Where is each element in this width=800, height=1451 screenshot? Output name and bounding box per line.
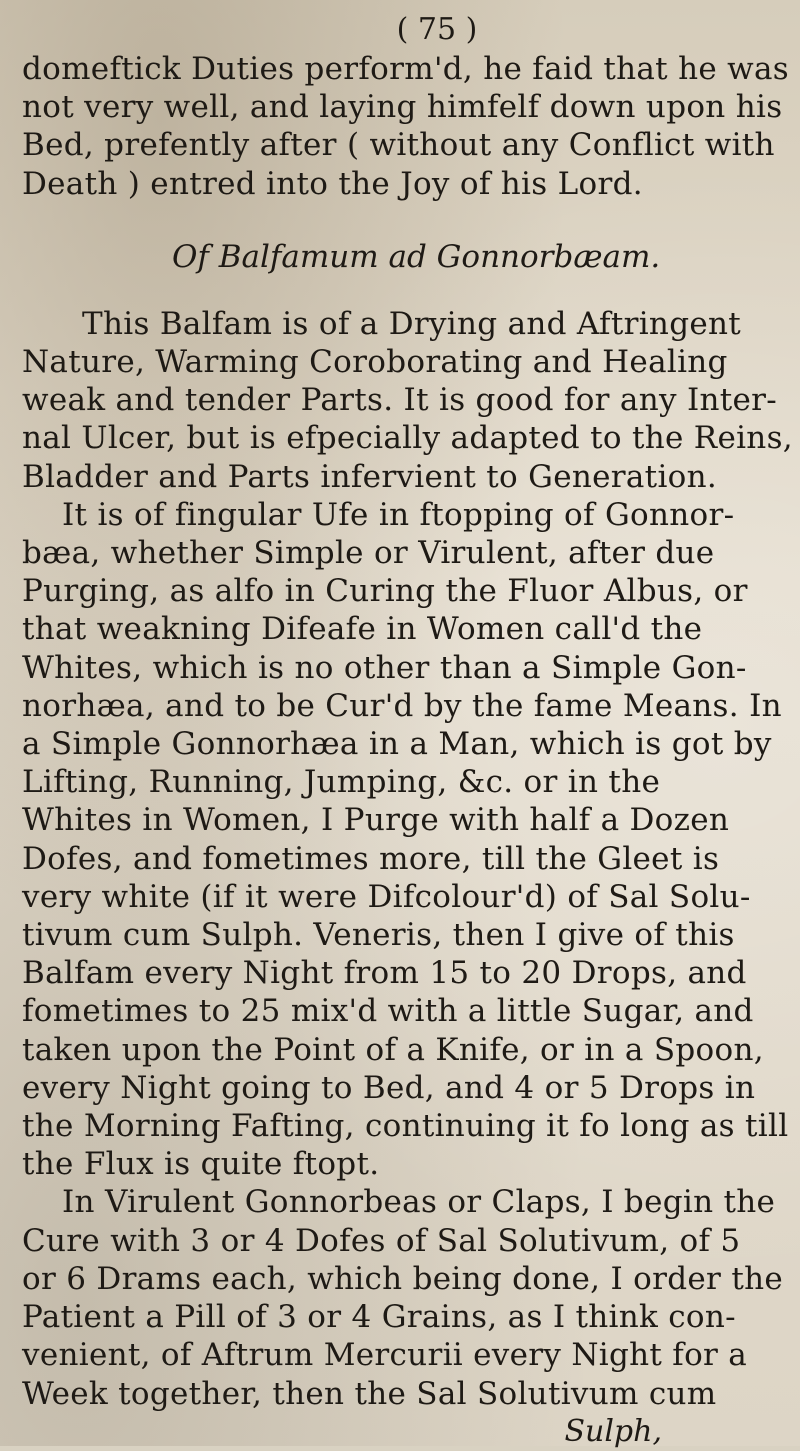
text-line: norhæa, and to be Cur'd by the fame Means. In	[22, 687, 782, 724]
text-line: nal Ulcer, but is efpecially adapted to the Reins,	[22, 420, 793, 457]
text-line: This Balfam is of a Drying and Aftringent	[82, 305, 742, 342]
text-line: that weakning Difeafe in Women call'd the	[22, 611, 703, 648]
text-line: It is of fingular Ufe in ftopping of Gonnor-	[62, 496, 735, 533]
page-text	[22, 10, 792, 1451]
text-line: Purging, as alfo in Curing the Fluor Albus, or	[22, 573, 748, 610]
section-heading: Of Balfamum ad Gonnorbæam.	[172, 238, 661, 275]
page-number: ( 75 )	[396, 12, 478, 47]
text-line: Whites in Women, I Purge with half a Dozen	[22, 802, 730, 839]
text-line: a Simple Gonnorhæa in a Man, which is got by	[22, 726, 772, 763]
text-line: Bladder and Parts infervient to Generation.	[22, 458, 718, 495]
text-line: weak and tender Parts. It is good for any Inter-	[22, 382, 778, 419]
text-line: not very well, and laying himfelf down upon his	[22, 89, 783, 126]
text-line: the Morning Fafting, continuing it fo long as till	[22, 1108, 789, 1145]
text-line: domeftick Duties perform'd, he faid that he was	[22, 51, 789, 87]
text-line: fometimes to 25 mix'd with a little Sugar, and	[22, 993, 754, 1030]
text-line: In Virulent Gonnorbeas or Claps, I begin the	[62, 1184, 776, 1221]
text-line: Cure with 3 or 4 Dofes of Sal Solutivum, of 5	[22, 1222, 741, 1259]
text-line: or 6 Drams each, which being done, I order the	[22, 1260, 783, 1297]
text-line: taken upon the Point of a Knife, or in a Spoon,	[22, 1031, 764, 1068]
catchword: Sulph,	[564, 1413, 662, 1449]
text-line: every Night going to Bed, and 4 or 5 Drops in	[22, 1069, 756, 1106]
text-line: very white (if it were Difcolour'd) of Sal Solu-	[22, 878, 751, 915]
text-line: Week together, then the Sal Solutivum cum	[22, 1375, 717, 1412]
text-line: the Flux is quite ftopt.	[22, 1146, 380, 1183]
text-line: Bed, prefently after ( without any Conflict with	[22, 127, 775, 164]
text-line: tivum cum Sulph. Veneris, then I give of this	[22, 917, 735, 954]
text-line: Nature, Warming Coroborating and Healing	[22, 344, 728, 381]
text-line: Lifting, Running, Jumping, &c. or in the	[22, 764, 661, 801]
text-line: venient, of Aftrum Mercurii every Night for a	[22, 1337, 748, 1374]
text-line: Death ) entred into the Joy of his Lord.	[22, 165, 643, 202]
text-line: bæa, whether Simple or Virulent, after due	[22, 535, 715, 572]
text-line: Balfam every Night from 15 to 20 Drops, and	[22, 955, 747, 992]
text-line: Whites, which is no other than a Simple Gon-	[22, 649, 747, 686]
text-line: Patient a Pill of 3 or 4 Grains, as I think con-	[22, 1299, 736, 1336]
text-line: Dofes, and fometimes more, till the Gleet is	[22, 840, 720, 877]
